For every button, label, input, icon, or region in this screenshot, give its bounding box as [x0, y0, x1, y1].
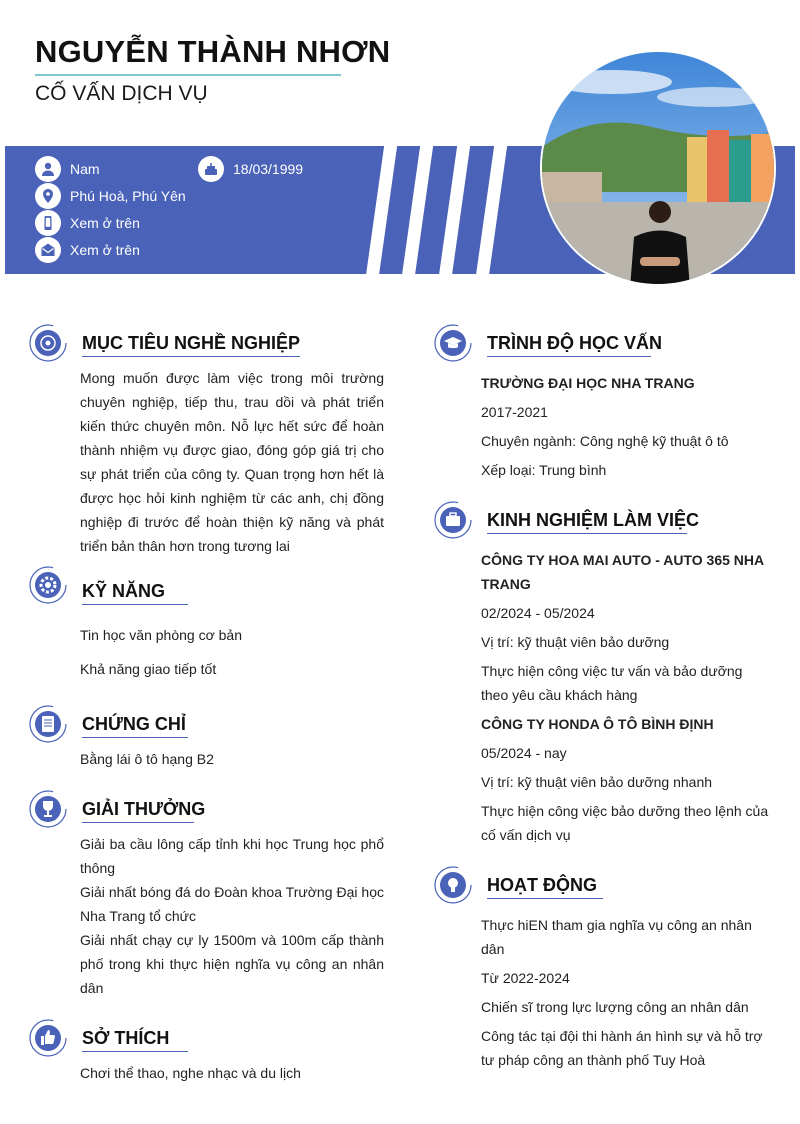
email-icon: [35, 237, 61, 263]
gear-icon: [28, 565, 68, 605]
avatar: [540, 50, 776, 286]
phone-value: Xem ở trên: [70, 215, 140, 231]
name-underline: [35, 74, 341, 76]
experience-title: KINH NGHIỆM LÀM VIỆC: [487, 510, 687, 534]
decor-stripe: [400, 146, 434, 274]
skills-title: KỸ NĂNG: [82, 581, 188, 605]
target-icon: [28, 323, 68, 363]
email-value: Xem ở trên: [70, 242, 140, 258]
job-company: CÔNG TY HONDA Ô TÔ BÌNH ĐỊNH: [481, 716, 714, 732]
certificate-item: Bằng lái ô tô hạng B2: [80, 751, 214, 767]
objective-title: MỤC TIÊU NGHỀ NGHIỆP: [82, 333, 300, 357]
award-item: Giải nhất bóng đá do Đoàn khoa Trường Đại học Nha Trang tổ chức: [80, 884, 384, 924]
activity-role: Chiến sĩ trong lực lượng công an nhân dân: [481, 999, 749, 1015]
cake-icon: [198, 156, 224, 182]
trophy-icon: [28, 789, 68, 829]
info-phone: [35, 210, 140, 236]
candidate-name: NGUYỄN THÀNH NHƠN: [35, 34, 391, 69]
thumbs-up-icon: [28, 1018, 68, 1058]
activity-period: Từ 2022-2024: [481, 970, 570, 986]
hobbies-title: SỞ THÍCH: [82, 1028, 188, 1052]
award-item: Giải nhất chạy cự ly 1500m và 100m cấp thành phố trong khi thực hiện nghĩa vụ công an nhân dân: [80, 932, 384, 996]
info-gender: [35, 156, 100, 182]
info-email: [35, 237, 140, 263]
certificate-icon: [28, 704, 68, 744]
decor-stripe: [474, 146, 508, 274]
info-address: [35, 183, 186, 209]
info-birthday: [198, 156, 303, 182]
lightbulb-icon: [433, 865, 473, 905]
job-period: 05/2024 - nay: [481, 745, 567, 761]
certificates-title: CHỨNG CHỈ: [82, 714, 188, 738]
job-role: Vị trí: kỹ thuật viên bảo dưỡng nhanh: [481, 774, 713, 790]
objective-text: Mong muốn được làm việc trong môi trường chuyên nghiệp, tiếp thu, trau dồi và phát triển kiến thức chuyên môn. Nỗ lực hết sức để hoàn thành nhiệm vụ được giao, đóng góp giá trị cho sự phát triển của công ty. Quan trọng hơn hết là được học hỏi kinh nghiệm từ các anh, chị đồng nghiệp đi trước để hoàn thiện kỹ năng và phát triển bản thân hơn trong tương lai: [80, 370, 384, 554]
job-role: Vị trí: kỹ thuật viên bảo dưỡng: [481, 634, 670, 650]
address-value: Phú Hoà, Phú Yên: [70, 188, 186, 204]
phone-icon: [35, 210, 61, 236]
candidate-position: CỐ VẤN DỊCH VỤ: [35, 82, 208, 105]
activity-detail: Công tác tại đội thi hành án hình sự và hỗ trợ tư pháp công an thành phố Tuy Hoà: [481, 1028, 763, 1068]
job-description: Thực hiện công việc tư vấn và bảo dưỡng theo yêu cầu khách hàng: [481, 663, 743, 703]
hobby-item: Chơi thể thao, nghe nhạc và du lịch: [80, 1065, 301, 1081]
decor-stripe: [364, 146, 398, 274]
education-period: 2017-2021: [481, 404, 548, 420]
job-company: CÔNG TY HOA MAI AUTO - AUTO 365 NHA TRANG: [481, 552, 764, 592]
birthday-value: 18/03/1999: [233, 161, 304, 177]
award-item: Giải ba cầu lông cấp tỉnh khi học Trung học phổ thông: [80, 836, 384, 876]
activities-title: HOẠT ĐỘNG: [487, 875, 603, 899]
person-icon: [35, 156, 61, 182]
activity-description: Thực hiEN tham gia nghĩa vụ công an nhân dân: [481, 917, 752, 957]
briefcase-icon: [433, 500, 473, 540]
location-pin-icon: [35, 183, 61, 209]
job-period: 02/2024 - 05/2024: [481, 605, 595, 621]
awards-title: GIẢI THƯỞNG: [82, 799, 194, 823]
education-grade: Xếp loại: Trung bình: [481, 462, 607, 478]
gender-value: Nam: [70, 161, 100, 177]
skill-item: Tin học văn phòng cơ bản: [80, 627, 242, 643]
skill-item: Khả năng giao tiếp tốt: [80, 661, 217, 677]
graduation-cap-icon: [433, 323, 473, 363]
school-name: TRƯỜNG ĐẠI HỌC NHA TRANG: [481, 375, 695, 391]
decor-stripe: [437, 146, 471, 274]
education-title: TRÌNH ĐỘ HỌC VẤN: [487, 333, 651, 357]
job-description: Thực hiện công việc bảo dưỡng theo lệnh của cố vấn dịch vụ: [481, 803, 769, 843]
education-major: Chuyên ngành: Công nghệ kỹ thuật ô tô: [481, 433, 729, 449]
